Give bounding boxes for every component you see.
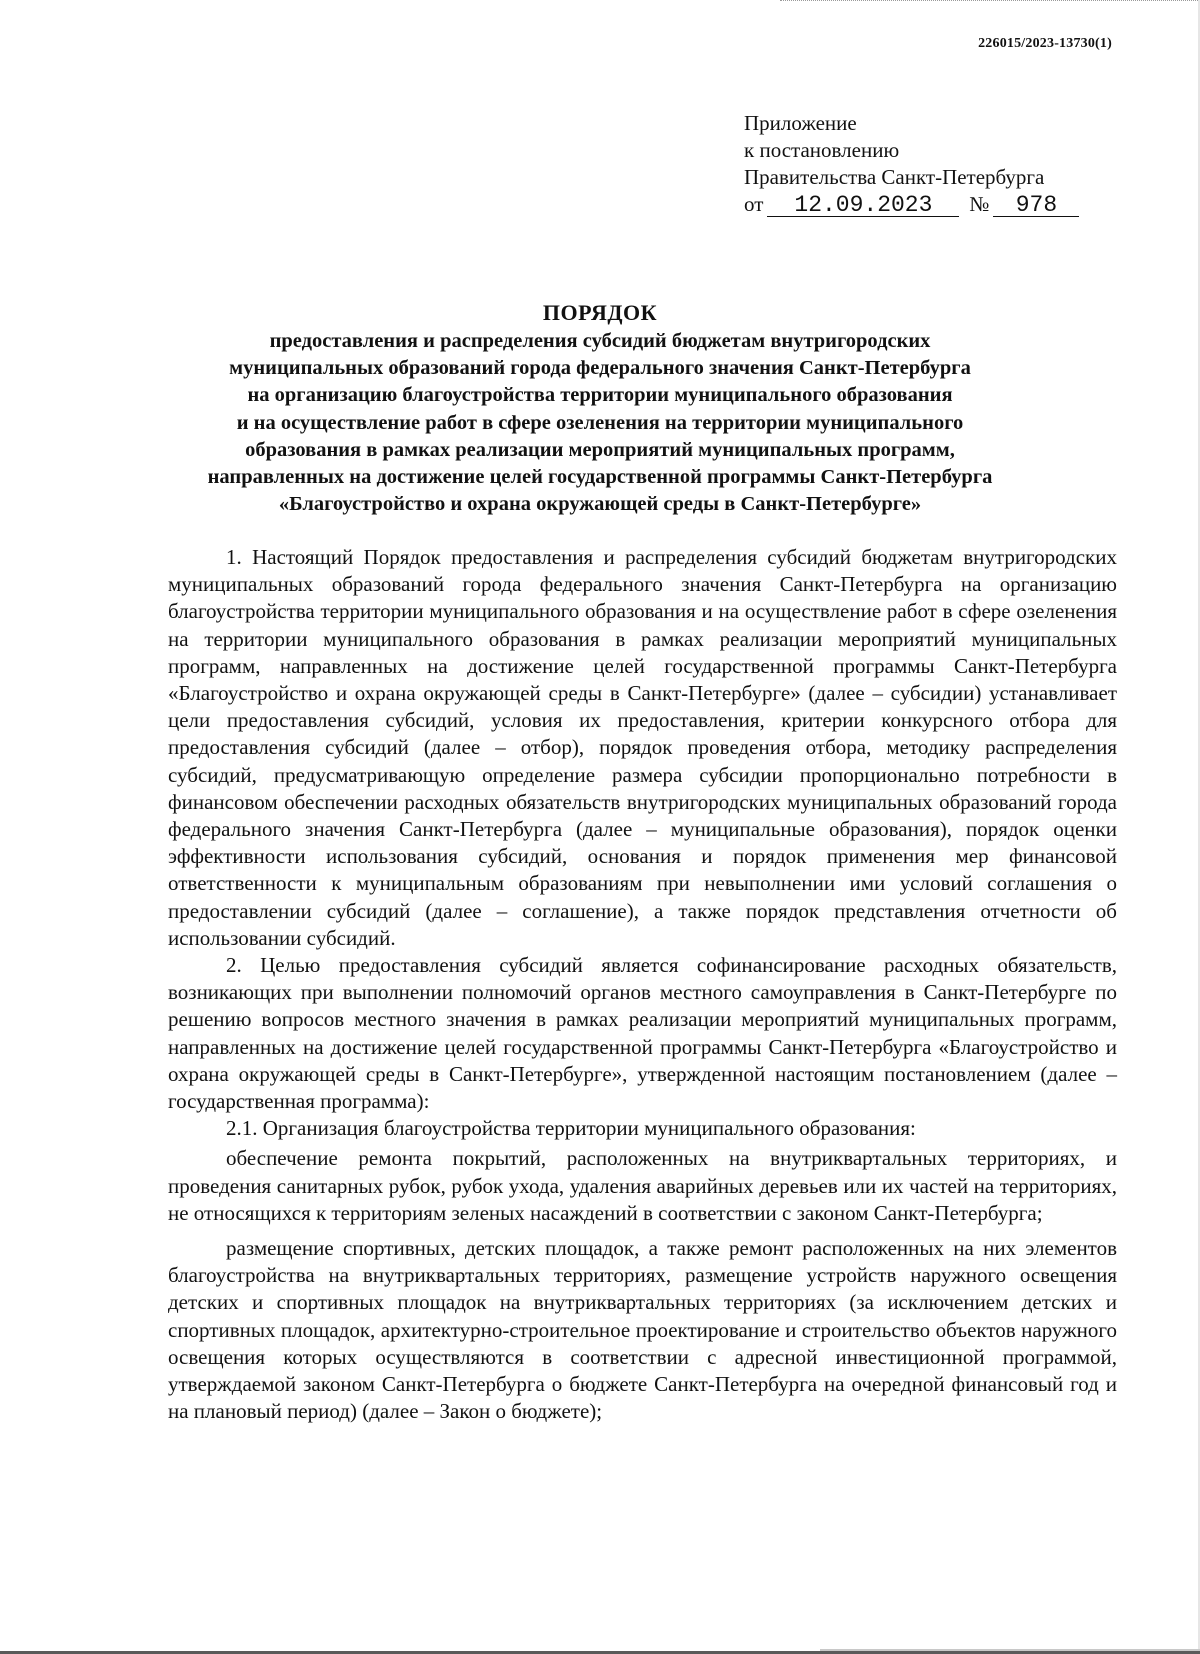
number-sign: № [969,192,990,216]
document-body [168,544,1117,1426]
appendix-date-row [744,191,1079,218]
date-prefix: от [744,192,764,216]
appendix-reference: к постановлению [744,138,900,162]
paragraph-1: 1. Настоящий Порядок предоставления и распределения субсидий бюджетам внутригородских муниципальных образований города федерального значения Санкт-Петербурга на организацию благоустройства территории муниципального образования и на осуществление работ в сфере озеленения на территории муниципального образования в рамках реализации мероприятий муниципальных программ, направленных на достижение целей государственной программы Санкт-Петербурга «Благоустройство и охрана окружающей среды в Санкт-Петербурге» (далее – субсидии) устанавливает цели предоставления субсидий, условия их предоставления, критерии конкурсного отбора для предоставления субсидий (далее – отбор), порядок проведения отбора, методику распределения субсидий, предусматривающую определение размера субсидии пропорционально потребности в финансовом обеспечении расходных обязательств внутригородских муниципальных образований города федерального значения Санкт-Петербурга (далее – муниципальные образования), порядок оценки эффективности использования субсидий, основания и порядок применения мер финансовой ответственности к муниципальным образованиям при невыполнении ими условий соглашения о предоставлении субсидий (далее – соглашение), а также порядок представления отчетности об использовании субсидий. [168,545,1117,950]
scan-edge-mark [780,0,1200,7]
appendix-authority: Правительства Санкт-Петербурга [744,165,1045,189]
subtitle-line: направленных на достижение целей государственной программы Санкт-Петербурга [207,466,993,489]
paragraph-2-1: 2.1. Организация благоустройства территории муниципального образования: [226,1116,916,1141]
document-subtitle [150,328,1050,518]
subtitle-line: и на осуществление работ в сфере озеленения на территории муниципального [236,411,964,434]
appendix-label: Приложение [744,111,857,135]
appendix-block [744,110,1079,218]
registration-number: 226015/2023-13730(1) [978,36,1112,51]
subtitle-line: «Благоустройство и охрана окружающей среды в Санкт-Петербурге» [278,493,922,516]
paragraph-playgrounds: размещение спортивных, детских площадок, а также ремонт расположенных на них элементов благоустройства на внутриквартальных территориях, размещение устройств наружного освещения детских и спортивных площадок на внутриквартальных территориях (за исключением детских и спортивных площадок, архитектурно-строительное проектирование и строительство объектов наружного освещения которых осуществляются в соответствии с адресной инвестиционной программой, утверждаемой законом Санкт-Петербурга о бюджете Санкт-Петербурга на очередной финансовый год и на плановый период) (далее – Закон о бюджете); [168,1236,1117,1424]
subtitle-line: образования в рамках реализации мероприятий муниципальных программ, [245,438,955,461]
resolution-number: 978 [993,194,1079,217]
document-title: ПОРЯДОК [542,300,658,325]
subtitle-line: муниципальных образований города федерального значения Санкт-Петербурга [229,357,971,380]
paragraph-2: 2. Целью предоставления субсидий является софинансирование расходных обязательств, возникающих при выполнении полномочий органов местного самоуправления в Санкт-Петербурге по решению вопросов местного значения в рамках реализации мероприятий муниципальных программ, направленных на достижение целей государственной программы Санкт-Петербурга «Благоустройство и охрана окружающей среды в Санкт-Петербурге», утвержденной настоящим постановлением (далее – государственная программа): [168,953,1117,1114]
subtitle-line: на организацию благоустройства территории муниципального образования [247,384,953,407]
subtitle-line: предоставления и распределения субсидий бюджетам внутригородских [269,330,931,352]
resolution-date: 12.09.2023 [767,194,959,217]
paragraph-repair: обеспечение ремонта покрытий, расположенных на внутриквартальных территориях, и проведения санитарных рубок, рубок ухода, удаления аварийных деревьев или их частей на территориях, не относящихся к территориям зеленых насаждений в соответствии с законом Санкт-Петербурга; [168,1146,1117,1225]
